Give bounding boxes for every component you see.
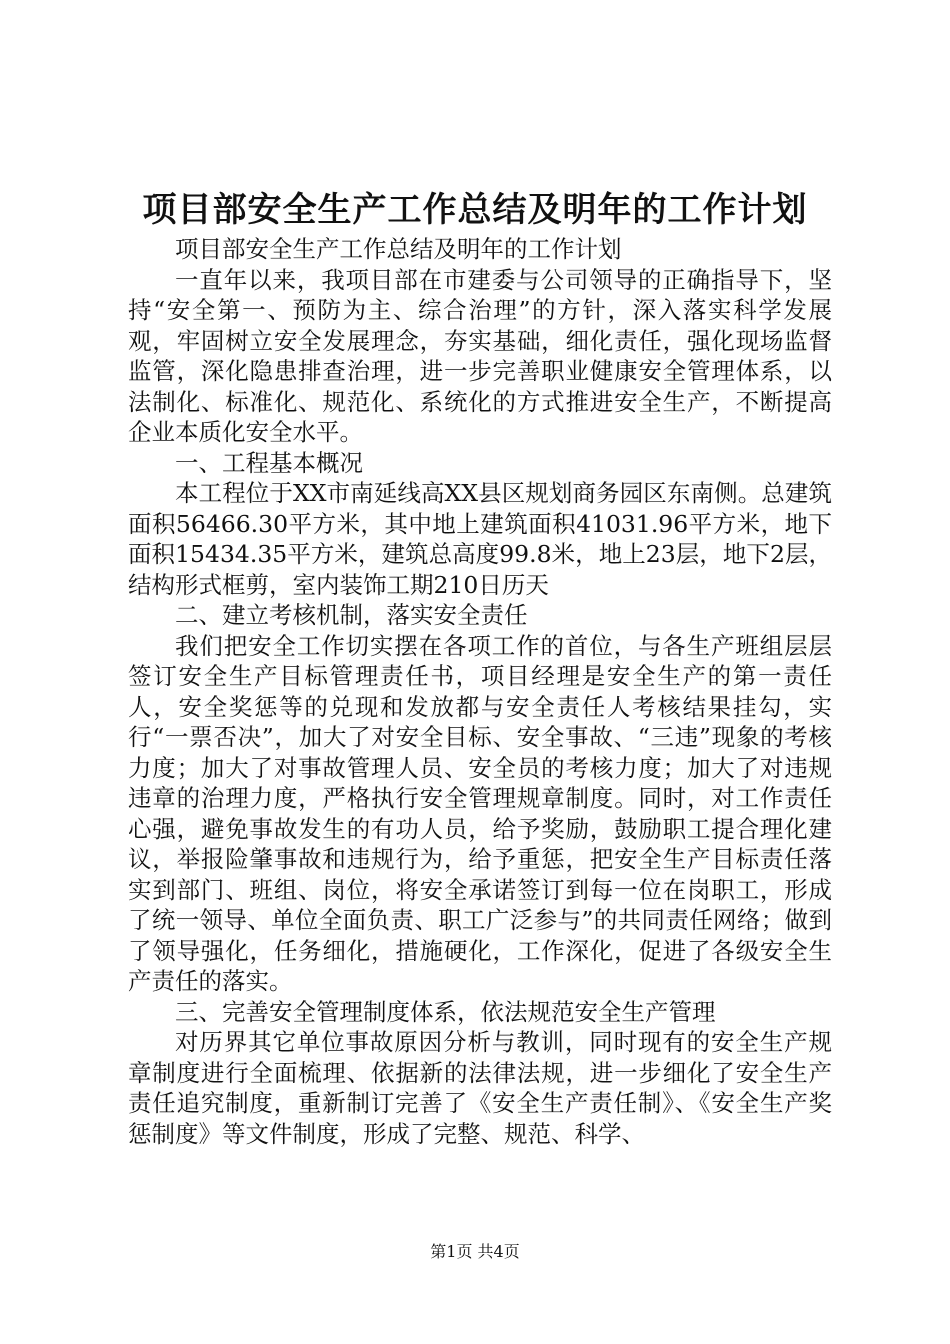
management-system-paragraph: 对历界其它单位事故原因分析与教训，同时现有的安全生产规章制度进行全面梳理、依据新的法律法规，进一步细化了安全生产责任追究制度，重新制订完善了《安全生产责任制》、《安全生产奖惩制度》等文件制度，形成了完整、规范、科学、 xyxy=(128,1028,832,1148)
section-heading-1: 一、工程基本概况 xyxy=(175,448,363,477)
document-title: 项目部安全生产工作总结及明年的工作计划 xyxy=(142,190,808,230)
responsibility-paragraph: 我们把安全工作切实摆在各项工作的首位，与各生产班组层层签订安全生产目标管理责任书，项目经理是安全生产的第一责任人，安全奖惩等的兑现和发放都与安全责任人考核结果挂勾，实行“一票否决”，加大了对安全目标、安全事故、“三违”现象的考核力度；加大了对事故管理人员、安全员的考核力度；加大了对违规违章的治理力度，严格执行安全管理规章制度。同时，对工作责任心强，避免事故发生的有功人员，给予奖励，鼓励职工提合理化建议，举报险肇事故和违规行为，给予重惩，把安全生产目标责任落实到部门、班组、岗位，将安全承诺签订到每一位在岗职工，形成了统一领导、单位全面负责、职工广泛参与”的共同责任网络；做到了领导强化，任务细化，措施硬化，工作深化，促进了各级安全生产责任的落实。 xyxy=(128,631,832,995)
page-footer: 第1页 共4页 xyxy=(430,1242,520,1261)
section-heading-3: 三、完善安全管理制度体系，依法规范安全生产管理 xyxy=(175,997,716,1026)
project-overview-paragraph: 本工程位于XX市南延线高XX县区规划商务园区东南侧。总建筑面积56466.30平方米，其中地上建筑面积41031.96平方米，地下面积15434.35平方米，建筑总高度99.8米，地上23层，地下2层，结构形式框剪，室内装饰工期210日历天 xyxy=(128,479,832,599)
section-heading-2: 二、建立考核机制，落实安全责任 xyxy=(175,601,528,629)
subtitle-paragraph: 项目部安全生产工作总结及明年的工作计划 xyxy=(175,235,622,263)
document-body xyxy=(128,234,832,1149)
intro-paragraph: 一直年以来，我项目部在市建委与公司领导的正确指导下，坚持“安全第一、预防为主、综合治理”的方针，深入落实科学发展观，牢固树立安全发展理念，夯实基础，细化责任，强化现场监督监管，深化隐患排查治理，进一步完善职业健康安全管理体系，以法制化、标准化、规范化、系统化的方式推进安全生产，不断提高企业本质化安全水平。 xyxy=(128,265,832,446)
